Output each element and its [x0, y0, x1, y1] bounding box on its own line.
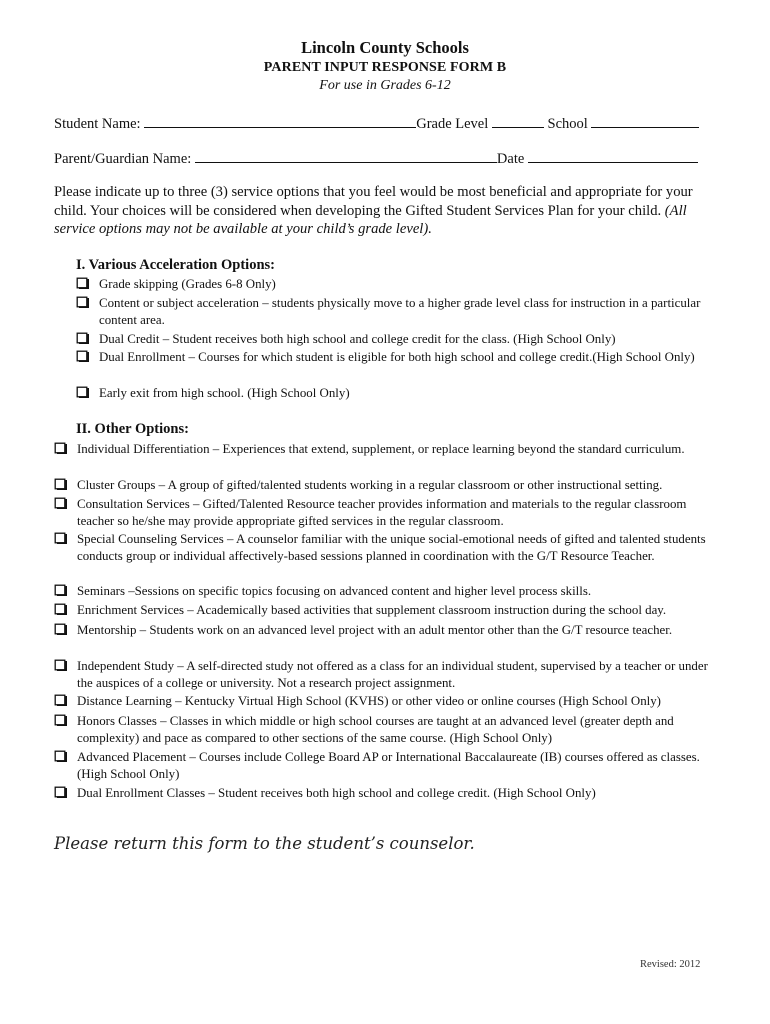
- revision-date: Revised: 2012: [640, 959, 701, 970]
- checkbox-icon[interactable]: [54, 478, 68, 492]
- section2-option-4: [54, 531, 722, 565]
- checkbox-icon[interactable]: [54, 714, 68, 728]
- grade-range-note: For use in Grades 6-12: [319, 78, 451, 93]
- section2-option-2: [54, 477, 722, 494]
- option-label: Advanced Placement – Courses include College Board AP or International Baccalaureate (IB) courses offered as classes. (High School Only): [77, 750, 700, 781]
- section2-option-5: [54, 583, 722, 600]
- form-title: PARENT INPUT RESPONSE FORM B: [263, 60, 507, 75]
- option-label: Content or subject acceleration – students physically move to a higher grade level class for instruction in a particular content area.: [99, 296, 701, 327]
- option-label: Early exit from high school. (High School Only): [99, 386, 350, 400]
- form-header: [0, 38, 770, 95]
- checkbox-icon[interactable]: [54, 603, 68, 617]
- school-field[interactable]: [591, 113, 699, 128]
- option-label: Mentorship – Students work on an advanced level project with an adult mentor other than the G/T resource teacher.: [77, 623, 673, 637]
- section1-heading: I. Various Acceleration Options:: [76, 257, 275, 273]
- option-label: Dual Credit – Student receives both high school and college credit for the class. (High School Only): [99, 332, 616, 346]
- section1-option-1: [76, 276, 719, 293]
- section1-option-5: [76, 385, 719, 402]
- checkbox-icon[interactable]: [54, 497, 68, 511]
- section2-option-11: [54, 749, 722, 783]
- date-label: Date: [496, 151, 525, 167]
- section2-heading: II. Other Options:: [76, 421, 189, 437]
- section2-option-7: [54, 622, 722, 639]
- checkbox-icon[interactable]: [54, 786, 68, 800]
- school-district-title: Lincoln County Schools: [301, 38, 469, 57]
- option-label: Honors Classes – Classes in which middle or high school courses are taught at an advanced level (greater depth and complexity) and pace as compared to other sections of the same course. (High School Only): [77, 714, 674, 745]
- option-label: Cluster Groups – A group of gifted/talented students working in a regular classroom or other instructional setting.: [77, 478, 663, 492]
- section1-option-3: [76, 331, 719, 348]
- section2-option-8: [54, 658, 722, 692]
- student-name-label: Student Name:: [54, 116, 141, 132]
- checkbox-icon[interactable]: [54, 750, 68, 764]
- parent-name-field[interactable]: [195, 148, 497, 163]
- checkbox-icon[interactable]: [54, 623, 68, 637]
- section2-option-9: [54, 693, 722, 710]
- checkbox-icon[interactable]: [54, 532, 68, 546]
- student-name-field[interactable]: [144, 113, 416, 128]
- checkbox-icon[interactable]: [54, 584, 68, 598]
- section2-option-10: [54, 713, 722, 747]
- instructions-paragraph: [54, 183, 724, 239]
- return-instructions: Please return this form to the student’s counselor.: [54, 834, 475, 853]
- checkbox-icon[interactable]: [76, 277, 90, 291]
- checkbox-icon[interactable]: [76, 350, 90, 364]
- checkbox-icon[interactable]: [76, 332, 90, 346]
- availability-note: (All service options may not be available at your child’s grade level).: [54, 202, 687, 237]
- option-label: Enrichment Services – Academically based activities that supplement classroom instruction during the school day.: [77, 603, 667, 617]
- option-label: Dual Enrollment – Courses for which student is eligible for both high school and college credit.(High School Only): [99, 350, 695, 364]
- section2-option-12: [54, 785, 722, 802]
- checkbox-icon[interactable]: [54, 442, 68, 456]
- school-label: School: [547, 116, 588, 132]
- option-label: Grade skipping (Grades 6-8 Only): [99, 277, 276, 291]
- checkbox-icon[interactable]: [76, 296, 90, 310]
- checkbox-icon[interactable]: [76, 386, 90, 400]
- checkbox-icon[interactable]: [54, 694, 68, 708]
- option-label: Independent Study – A self-directed study not offered as a class for an individual student, supervised by a teacher or under the auspices of a college or university. Not a research project assignment.: [77, 659, 708, 690]
- grade-level-label: Grade Level: [416, 116, 489, 132]
- section1-option-2: [76, 295, 719, 329]
- section2-option-1: [54, 441, 722, 458]
- checkbox-icon[interactable]: [54, 659, 68, 673]
- option-label: Distance Learning – Kentucky Virtual High School (KVHS) or other video or online courses (High School Only): [77, 694, 661, 708]
- section1-option-4: [76, 349, 719, 366]
- date-field[interactable]: [528, 148, 698, 163]
- parent-info-row: [54, 148, 698, 168]
- section2-option-3: [54, 496, 722, 530]
- option-label: Individual Differentiation – Experiences that extend, supplement, or replace learning beyond the standard curriculum.: [77, 442, 685, 456]
- instructions-text: Please indicate up to three (3) service options that you feel would be most beneficial and appropriate for your child. Your choices will be considered when developing the Gifted Student Services Plan for your child.: [54, 184, 693, 219]
- option-label: Dual Enrollment Classes – Student receives both high school and college credit. (High School Only): [77, 786, 596, 800]
- parent-name-label: Parent/Guardian Name:: [54, 151, 192, 167]
- grade-level-field[interactable]: [492, 113, 544, 128]
- student-info-row: [54, 113, 699, 133]
- option-label: Seminars –Sessions on specific topics focusing on advanced content and higher level process skills.: [77, 584, 592, 598]
- option-label: Consultation Services – Gifted/Talented Resource teacher provides information and materials to the regular classroom teacher so he/she may provide appropriate gifted services in the regular classroom.: [77, 497, 687, 528]
- option-label: Special Counseling Services – A counselor familiar with the unique social-emotional needs of gifted and talented students conducts group or individual affectively-based sessions planned in coordination with the G/T Resource Teacher.: [77, 532, 706, 563]
- section2-option-6: [54, 602, 722, 619]
